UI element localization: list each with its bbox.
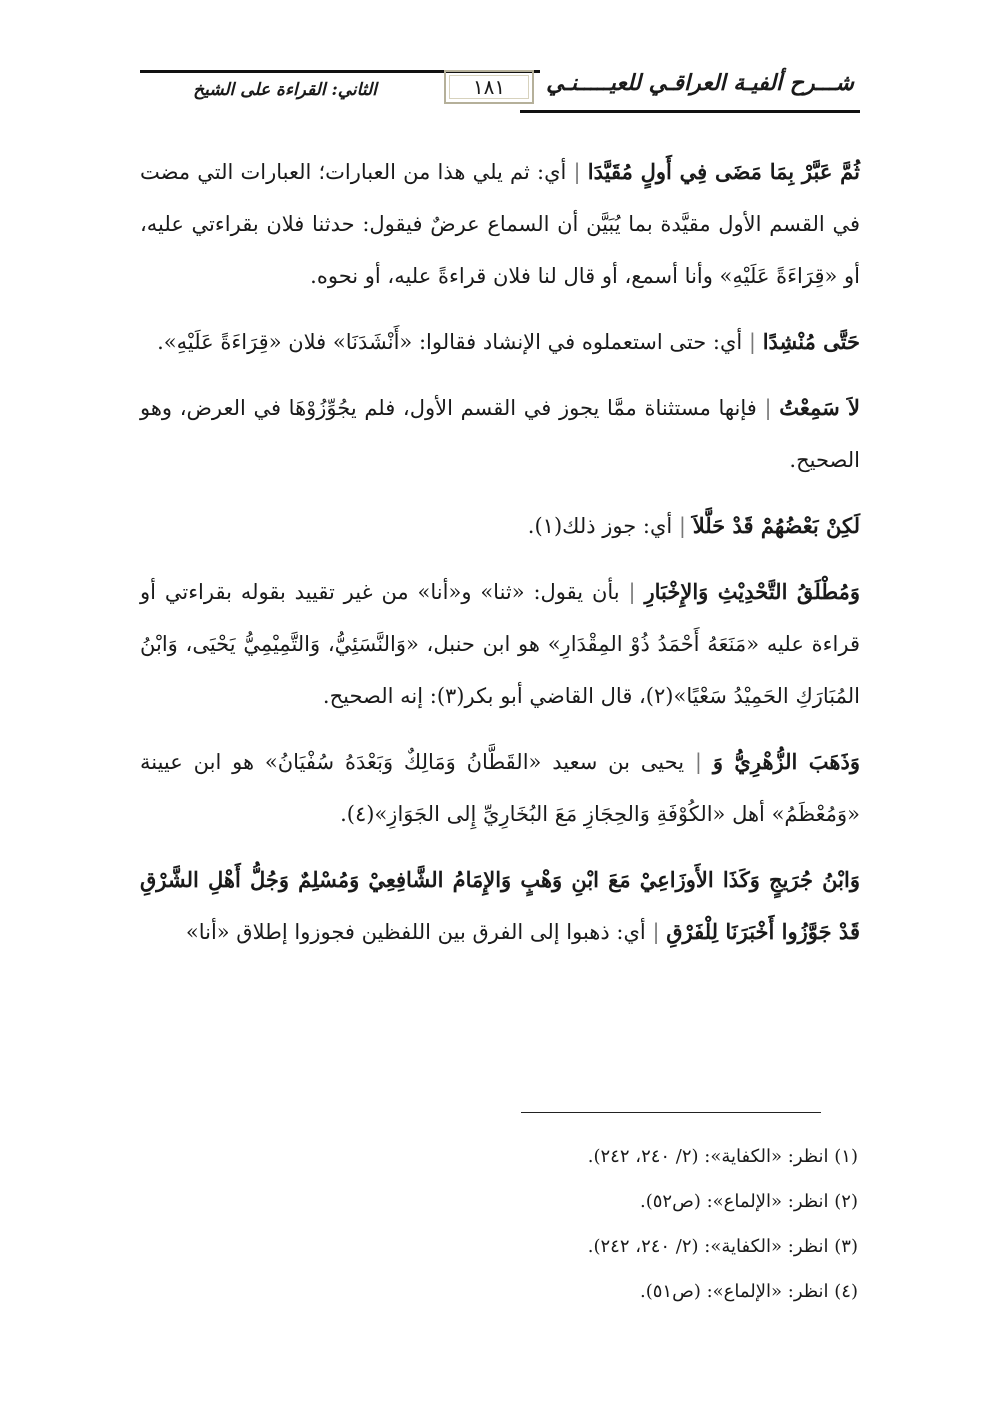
header-rule-bottom	[520, 110, 860, 113]
verse-fragment: لاَ سَمِعْتُ	[779, 395, 860, 420]
verse-fragment: ثُمَّ عَبَّرْ بِمَا مَضَى فِي أَولٍ مُقَيَّدَا	[587, 159, 860, 184]
paragraph: وَذَهَبَ الزُّهْرِيُّ وَ | يحيى بن سعيد «القَطَّانُ وَمَالِكٌ وَبَعْدَهُ سُفْيَانُ» هو ابن عيينة «وَمُعْظَمُ» أهل «الكُوْفَةِ وَالحِجَازِ مَعَ البُخَارِيِّ إِلى الجَوَازِ»(٤).	[140, 749, 860, 826]
verse-fragment: وَابْنُ جُرَيجٍ وَكَذَا الأَوزَاعِيْ مَعَ ابْنِ وَهْبٍ وَالإِمَامُ الشَّافِعِيْ وَمُسْلِمٌ وَجُلُّ أَهْلِ الشَّرْقِ قَدْ جَوَّزُوا أَخْبَرَنَا لِلْفَرْقِ	[140, 867, 860, 944]
commentary-text: أي: ذهبوا إلى الفرق بين اللفظين فجوزوا إطلاق «أنا»	[185, 920, 646, 944]
footnote: (٣) انظر: «الكفاية»: (٢/ ٢٤٠، ٢٤٢).	[587, 1236, 858, 1257]
page-number: ١٨١	[444, 70, 534, 104]
paragraph: ثُمَّ عَبَّرْ بِمَا مَضَى فِي أَولٍ مُقَيَّدَا | أي: ثم يلي هذا من العبارات؛ العبارات التي مضت في القسم الأول مقيَّدة بما يُبَيَّن أن السماع عرضٌ فيقول: حدثنا فلان بقراءتي عليه، أو «قِرَاءَةً عَلَيْهِ» وأنا أسمع، أو قال لنا فلان قراءةً عليه، أو نحوه.	[140, 159, 860, 288]
commentary-text: أي: ثم يلي هذا من العبارات؛ العبارات التي مضت في القسم الأول مقيَّدة بما يُبَيَّن أن السماع عرضٌ فيقول: حدثنا فلان بقراءتي عليه، أو «قِرَاءَةً عَلَيْهِ» وأنا أسمع، أو قال لنا فلان قراءةً عليه، أو نحوه.	[140, 160, 860, 288]
chapter-title: الثاني: القراءة على الشيخ	[193, 80, 377, 100]
footnote: (١) انظر: «الكفاية»: (٢/ ٢٤٠، ٢٤٢).	[587, 1146, 858, 1167]
footnote: (٢) انظر: «الإلماع»: (ص٥٢).	[639, 1191, 858, 1212]
verse-fragment: وَذَهَبَ الزُّهْرِيُّ وَ	[712, 749, 860, 774]
commentary-text: يحيى بن سعيد «القَطَّانُ وَمَالِكٌ وَبَعْدَهُ سُفْيَانُ» هو ابن عيينة «وَمُعْظَمُ» أهل «الكُوْفَةِ وَالحِجَازِ مَعَ البُخَارِيِّ إِلى الجَوَازِ»(٤).	[140, 750, 860, 826]
main-text	[140, 146, 860, 972]
commentary-text: بأن يقول: «ثنا» و«أنا» من غير تقييد بقوله بقراءتي أو قراءة عليه «مَنَعَهُ أَحْمَدُ ذُوْ المِقْدَارِ» هو ابن حنبل، «وَالنَّسَئِيُّ، وَالتَّمِيْمِيُّ يَحْيَى، وَابْنُ المُبَارَكِ الحَمِيْدُ سَعْيًا»(٢)، قال القاضي أبو بكر(٣): إنه الصحيح.	[140, 580, 860, 708]
paragraph: حَتَّى مُنْشِدًا | أي: حتى استعملوه في الإنشاد فقالوا: «أَنْشَدَنَا» فلان «قِرَاءَةً عَلَيْهِ».	[157, 329, 860, 354]
footnote-separator	[521, 1112, 821, 1113]
verse-fragment: وَمُطْلَقُ التَّحْدِيْثِ وَالإِخْبَارِ	[644, 579, 860, 604]
paragraph: وَمُطْلَقُ التَّحْدِيْثِ وَالإِخْبَارِ | بأن يقول: «ثنا» و«أنا» من غير تقييد بقوله بقراءتي أو قراءة عليه «مَنَعَهُ أَحْمَدُ ذُوْ المِقْدَارِ» هو ابن حنبل، «وَالنَّسَئِيُّ، وَالتَّمِيْمِيُّ يَحْيَى، وَابْنُ المُبَارَكِ الحَمِيْدُ سَعْيًا»(٢)، قال القاضي أبو بكر(٣): إنه الصحيح.	[140, 579, 860, 708]
footnotes	[458, 1134, 858, 1314]
footnote: (٤) انظر: «الإلماع»: (ص٥١).	[639, 1281, 858, 1302]
verse-fragment: لَكِنْ بَعْضُهُمْ قَدْ حَلَّلاَ	[692, 513, 860, 538]
paragraph: لَكِنْ بَعْضُهُمْ قَدْ حَلَّلاَ | أي: جوز ذلك(١).	[527, 513, 860, 538]
page-header	[140, 70, 860, 116]
paragraph: وَابْنُ جُرَيجٍ وَكَذَا الأَوزَاعِيْ مَعَ ابْنِ وَهْبٍ وَالإِمَامُ الشَّافِعِيْ وَمُسْلِمٌ وَجُلُّ أَهْلِ الشَّرْقِ قَدْ جَوَّزُوا أَخْبَرَنَا لِلْفَرْقِ | أي: ذهبوا إلى الفرق بين اللفظين فجوزوا إطلاق «أنا»	[140, 867, 860, 944]
commentary-text: فإنها مستثناة ممَّا يجوز في القسم الأول، فلم يجُوِّزُوْهَا في العرض، وهو الصحيح.	[140, 396, 860, 472]
paragraph: لاَ سَمِعْتُ | فإنها مستثناة ممَّا يجوز في القسم الأول، فلم يجُوِّزُوْهَا في العرض، وهو الصحيح.	[140, 395, 860, 472]
commentary-text: أي: جوز ذلك(١).	[527, 514, 673, 538]
commentary-text: أي: حتى استعملوه في الإنشاد فقالوا: «أَنْشَدَنَا» فلان «قِرَاءَةً عَلَيْهِ».	[157, 330, 743, 354]
book-title: شـــرح ألفيـة العراقـي للعيـــــنـي	[546, 70, 854, 96]
verse-fragment: حَتَّى مُنْشِدًا	[762, 329, 860, 354]
